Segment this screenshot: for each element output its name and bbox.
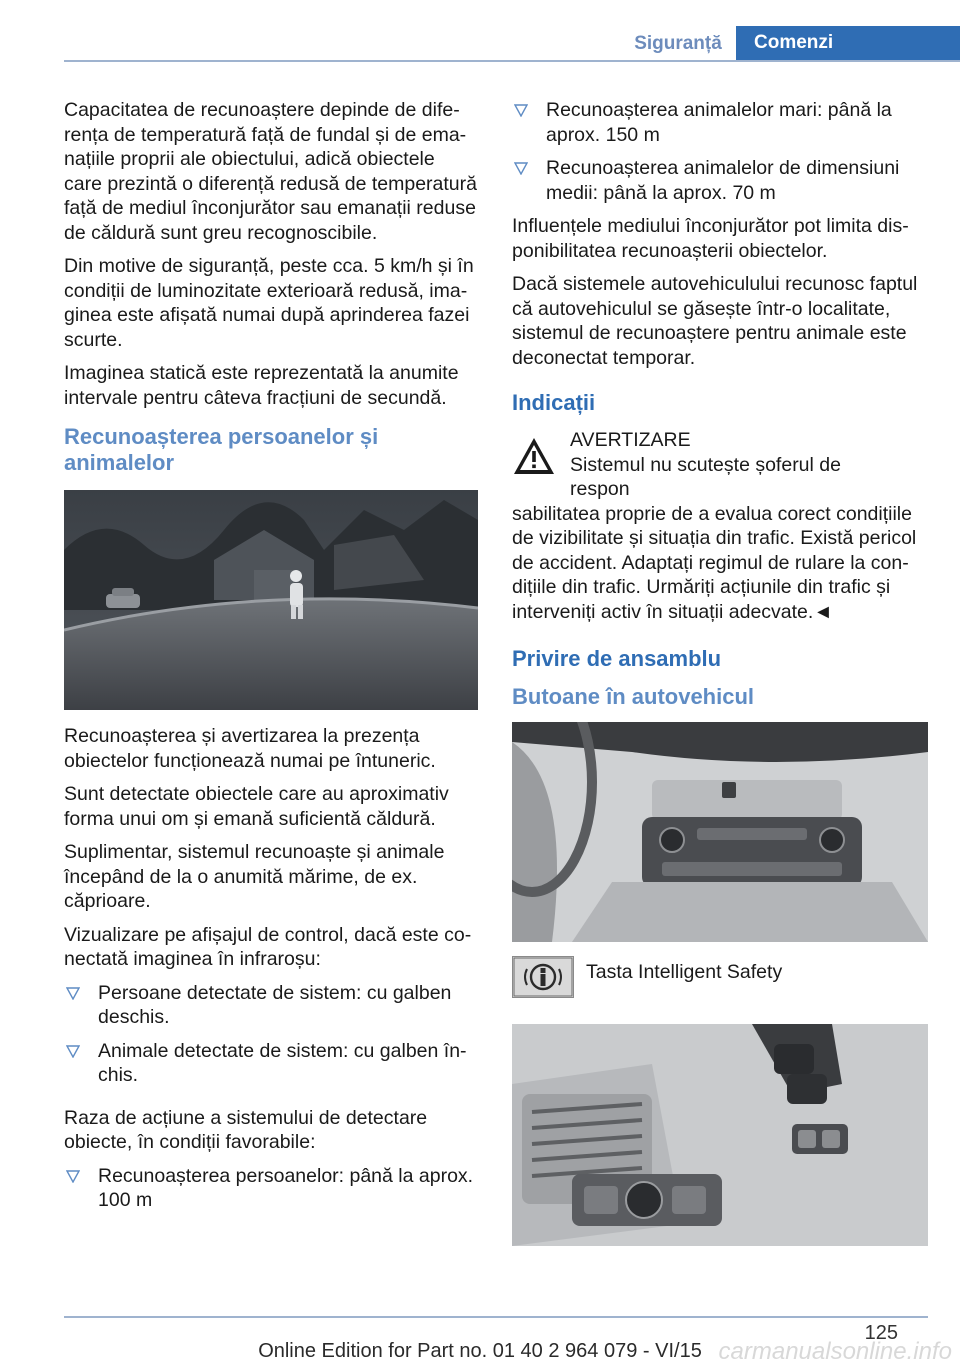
button-label: Tasta Intelligent Safety bbox=[586, 961, 783, 983]
page-number: 125 bbox=[864, 1322, 898, 1344]
heading-notes: Indicații bbox=[512, 390, 596, 415]
detection-color-list bbox=[64, 981, 478, 1088]
warning-triangle-icon bbox=[512, 436, 556, 476]
watermark: carmanualsonline.info bbox=[718, 1338, 952, 1365]
triangle-bullet-icon bbox=[514, 104, 528, 117]
paragraph-static-image: Imaginea statică este reprezentată la anumite intervale pentru câteva fracțiuni de secundă. bbox=[64, 362, 459, 409]
warning-block bbox=[512, 428, 928, 502]
chapter-tab: Comenzi bbox=[736, 26, 960, 62]
dashboard-console-illustration bbox=[512, 722, 928, 942]
list-item: Recunoașterea animalelor de dimensiuni medii: până la aprox. 70 m bbox=[512, 156, 928, 205]
range-list-persons bbox=[64, 1164, 478, 1213]
triangle-bullet-icon bbox=[514, 162, 528, 175]
paragraph-dark-only: Recunoașterea și avertizarea la prezența obiectelor funcționează numai pe întuneric. bbox=[64, 725, 436, 772]
list-item: Recunoașterea animalelor mari: până la aprox. 150 m bbox=[512, 98, 928, 147]
subheading-buttons: Butoane în autovehicul bbox=[512, 684, 755, 709]
warning-lead: Sistemul nu scutește șoferul de respon bbox=[570, 453, 841, 500]
triangle-bullet-icon bbox=[66, 1045, 80, 1058]
header-rule bbox=[64, 60, 960, 62]
list-item: Persoane detectate de sistem: cu galben deschis. bbox=[64, 981, 478, 1030]
warning-title: AVERTIZARE bbox=[570, 429, 691, 451]
paragraph-safety-speed: Din motive de siguranță, peste cca. 5 km/h și în condiții de luminozitate exterioară redusă, imaginea este afișată numai după aprinderea fazei scurte. bbox=[64, 255, 474, 351]
list-item: Animale detectate de sistem: cu galben închis. bbox=[64, 1039, 478, 1088]
footer-rule bbox=[64, 1316, 928, 1318]
paragraph-animals: Suplimentar, sistemul recunoaște și animale începând de la o anumită mărime, de ex. căprioare. bbox=[64, 841, 445, 912]
paragraph-temperature: Capacitatea de recunoaștere depinde de diferența de temperatură față de fundal și de emanațiile proprii ale obiectului, adică obiectele care prezintă o diferență redusă de temperatură față de mediul înconjurător sau emanații reduse de căldură sunt greu recognoscibile. bbox=[64, 99, 477, 244]
list-item: Recunoașterea persoanelor: până la aprox. 100 m bbox=[64, 1164, 478, 1213]
night-vision-illustration bbox=[64, 490, 478, 710]
warning-body: sabilitatea proprie de a evalua corect condițiile de vizibilitate și situația din trafic. Există pericol de accident. Adaptați regimul de rulare la condițiile din trafic. Urmăriți acțiunile din trafic și interveniți activ în situații adecvate.◄ bbox=[512, 502, 917, 623]
edition-line: Online Edition for Part no. 01 40 2 964 079 - VI/15 bbox=[258, 1340, 702, 1362]
paragraph-environment: Influențele mediului înconjurător pot limita disponibilitatea recunoașterii obiectelor. bbox=[512, 215, 909, 262]
night-vision-image bbox=[64, 490, 478, 710]
button-legend bbox=[512, 956, 928, 998]
section-tab: Siguranță bbox=[634, 33, 722, 54]
paragraph-human-shape: Sunt detectate obiectele care au aproximativ forma unui om și emană suficientă căldură. bbox=[64, 783, 449, 830]
right-column bbox=[512, 98, 928, 1260]
paragraph-control-display: Vizualizare pe afișajul de control, dacă este conectată imaginea în infraroșu: bbox=[64, 923, 472, 970]
heading-recognition: Recunoașterea persoanelor și animalelor bbox=[64, 424, 379, 475]
paragraph-locality: Dacă sistemele autovehiculului recunosc faptul că autovehiculul se găsește într-o localitate, sistemul de recunoaștere pentru animale este deconectat temporar. bbox=[512, 273, 918, 369]
intelligent-safety-icon bbox=[513, 957, 573, 997]
heading-overview: Privire de ansamblu bbox=[512, 646, 722, 671]
triangle-bullet-icon bbox=[66, 1170, 80, 1183]
steering-column-image bbox=[512, 1024, 928, 1246]
left-column bbox=[64, 98, 478, 1222]
steering-column-illustration bbox=[512, 1024, 928, 1246]
range-list-animals bbox=[512, 98, 928, 205]
triangle-bullet-icon bbox=[66, 987, 80, 1000]
dashboard-console-image bbox=[512, 722, 928, 942]
intelligent-safety-button-image bbox=[512, 956, 574, 998]
paragraph-range: Raza de acțiune a sistemului de detectare obiecte, în condiții favorabile: bbox=[64, 1106, 428, 1153]
